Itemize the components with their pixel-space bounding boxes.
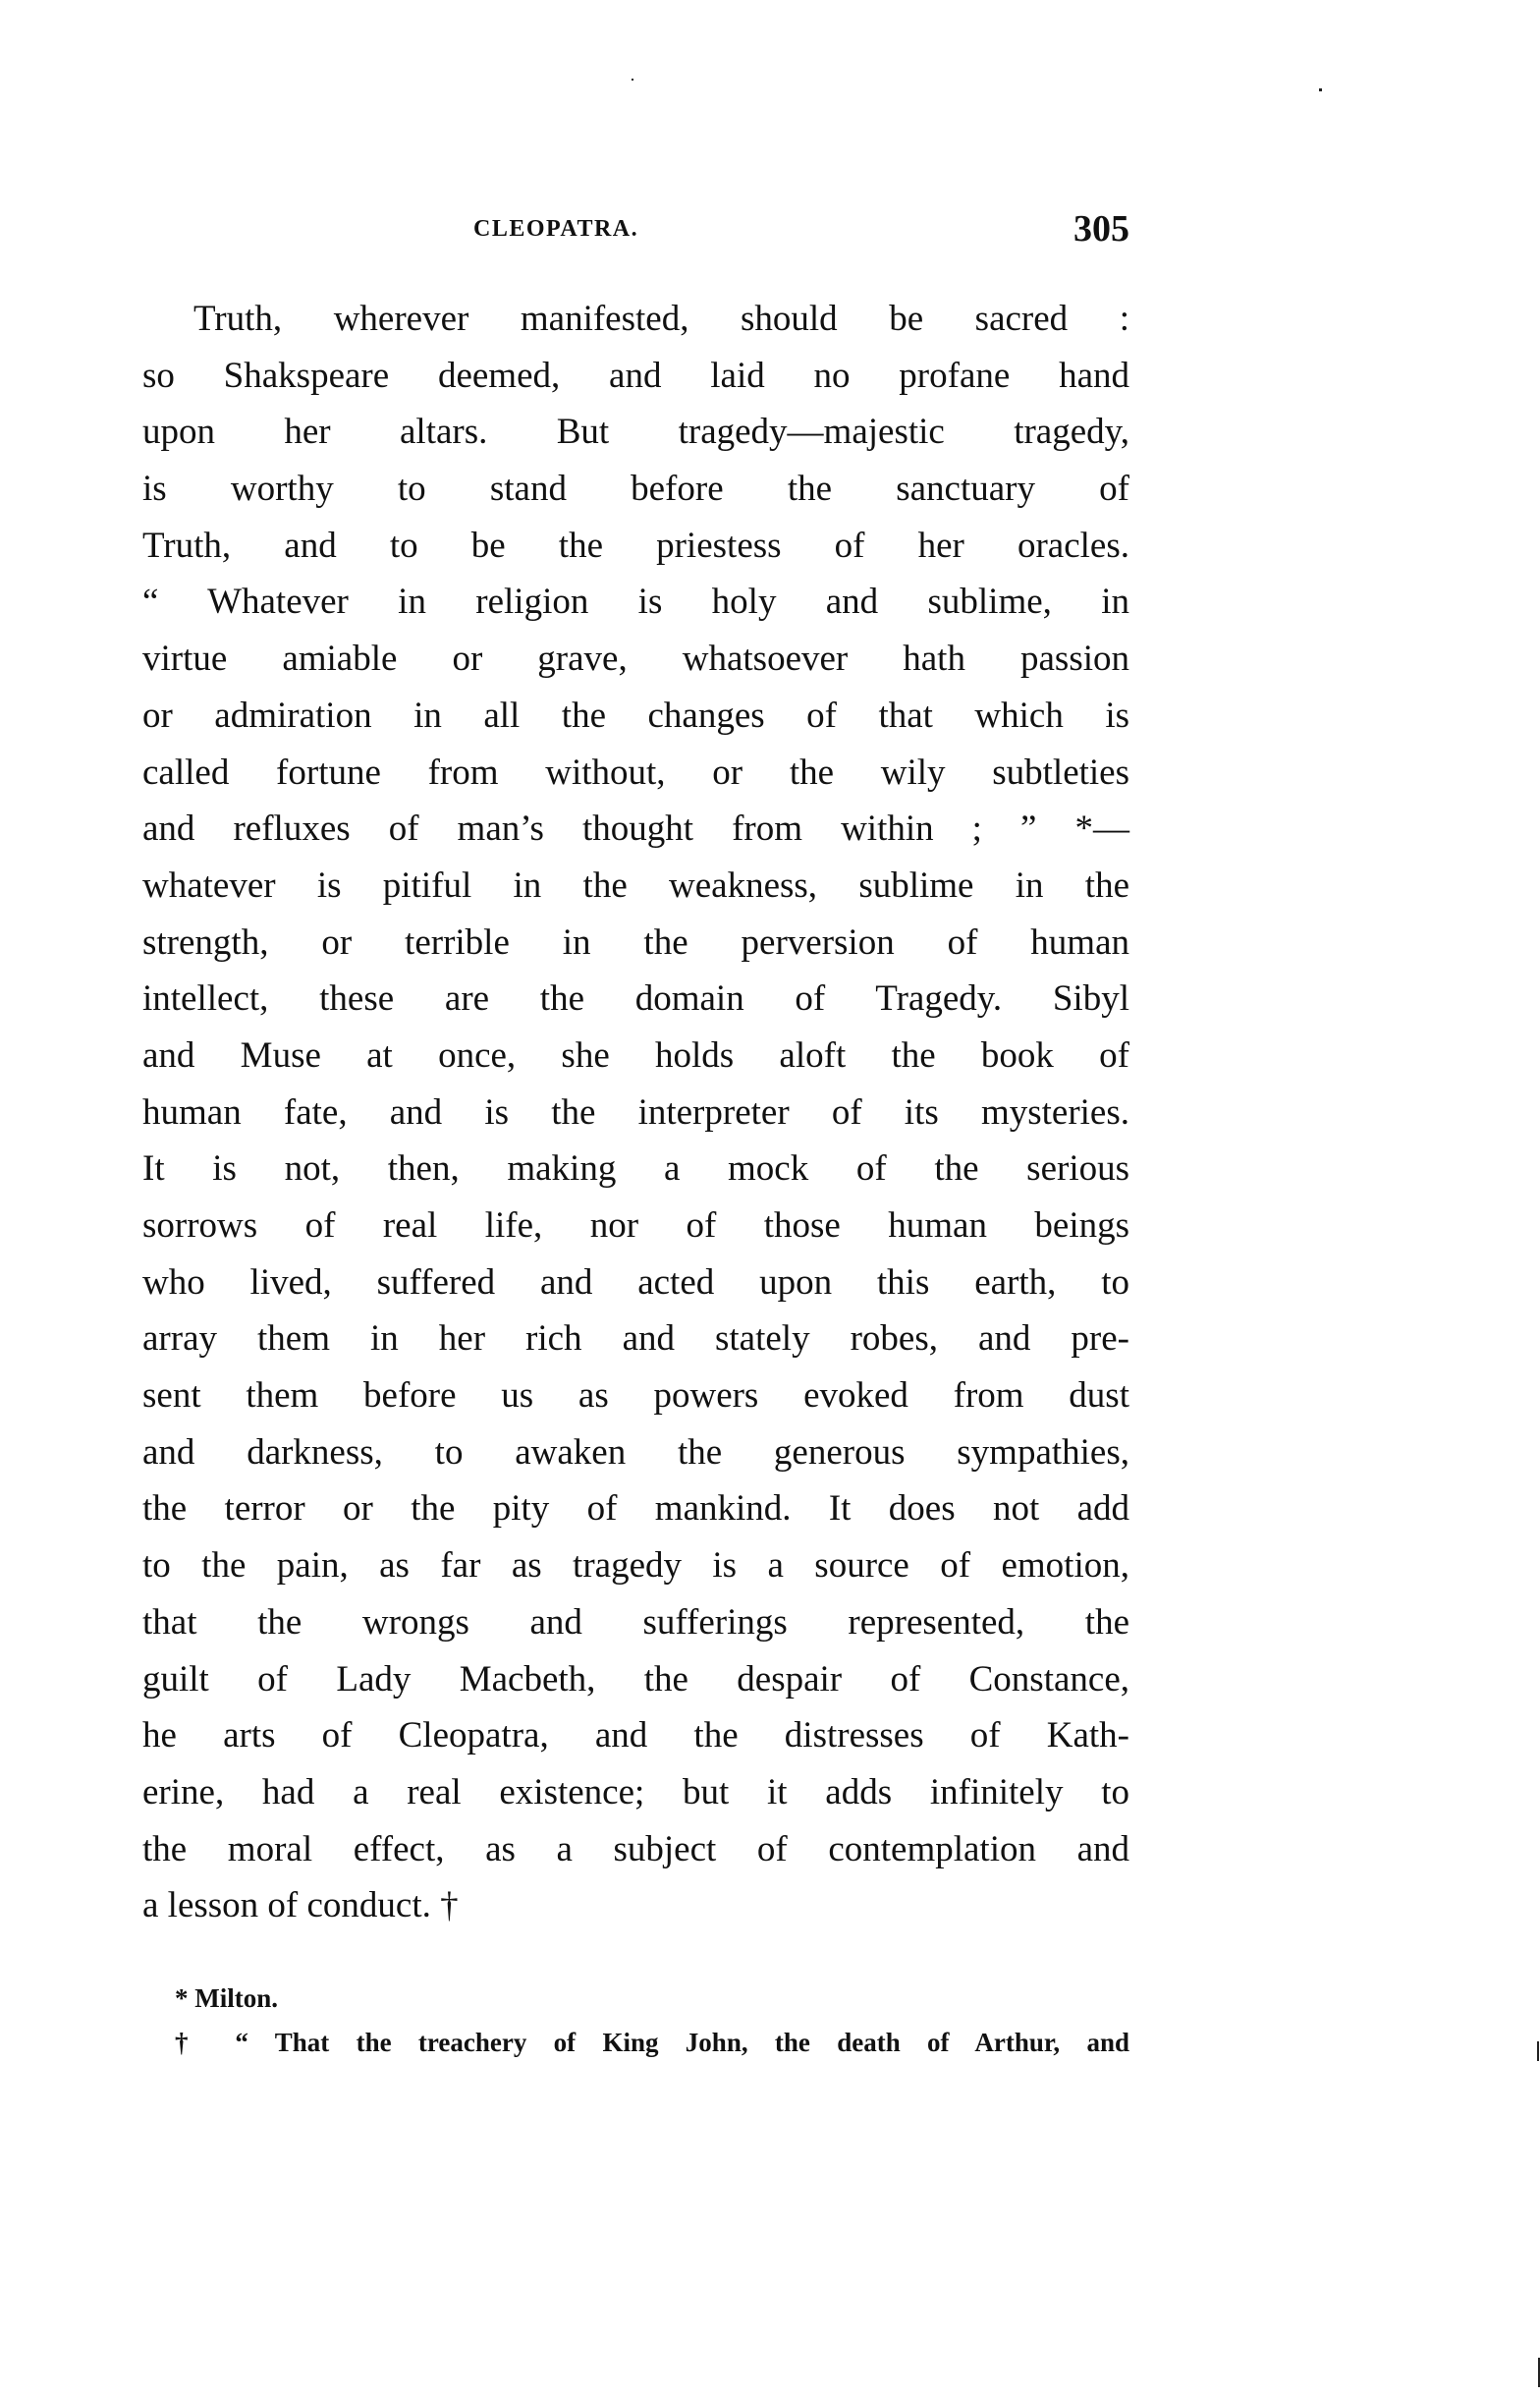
text-line: a lesson of conduct. † bbox=[142, 1885, 459, 1926]
text-line: “ Whatever in religion is holy and sublime, in bbox=[142, 582, 1129, 623]
text-line: sent them before us as powers evoked from dust bbox=[142, 1375, 1129, 1417]
scan-line-mark bbox=[1537, 2041, 1539, 2061]
running-head bbox=[142, 210, 1129, 250]
text-line: the moral effect, as a subject of contemplation and bbox=[142, 1828, 1129, 1869]
page-number: 305 bbox=[1073, 208, 1129, 250]
text-line: array them in her rich and stately robes, and pre- bbox=[142, 1318, 1129, 1360]
text-line: he arts of Cleopatra, and the distresses of Kath- bbox=[142, 1715, 1129, 1756]
text-line: intellect, these are the domain of Tragedy. Sibyl bbox=[142, 978, 1129, 1020]
footnote-king-john: † “ That the treachery of King John, the death of Arthur, and bbox=[175, 2028, 1129, 2057]
text-line: guilt of Lady Macbeth, the despair of Constance, bbox=[142, 1658, 1129, 1700]
text-line: is worthy to stand before the sanctuary of bbox=[142, 469, 1129, 510]
text-line: upon her altars. But tragedy—majestic tragedy, bbox=[142, 412, 1129, 453]
body-paragraph bbox=[142, 291, 1129, 1934]
text-line: strength, or terrible in the perversion of human bbox=[142, 921, 1129, 963]
text-line: and Muse at once, she holds aloft the book of bbox=[142, 1034, 1129, 1076]
footnotes bbox=[175, 1977, 1129, 2065]
text-line: It is not, then, making a mock of the serious bbox=[142, 1148, 1129, 1190]
scan-speck bbox=[632, 79, 633, 81]
text-line: the terror or the pity of mankind. It does not add bbox=[142, 1488, 1129, 1530]
text-line: to the pain, as far as tragedy is a source of emotion, bbox=[142, 1545, 1129, 1587]
text-line: human fate, and is the interpreter of its mysteries. bbox=[142, 1091, 1129, 1133]
text-line: whatever is pitiful in the weakness, sublime in the bbox=[142, 864, 1129, 906]
footnote-milton: * Milton. bbox=[175, 1983, 278, 2013]
text-line: Truth, and to be the priestess of her oracles. bbox=[142, 525, 1129, 566]
text-line: Truth, wherever manifested, should be sacred : bbox=[193, 299, 1129, 339]
text-line: and refluxes of man’s thought from within ; ” *— bbox=[142, 808, 1129, 850]
text-line: sorrows of real life, nor of those human beings bbox=[142, 1205, 1129, 1246]
text-line: or admiration in all the changes of that which is bbox=[142, 695, 1129, 736]
scan-speck bbox=[1319, 88, 1322, 91]
running-title: CLEOPATRA. bbox=[473, 216, 639, 242]
text-line: called fortune from without, or the wily subtleties bbox=[142, 752, 1129, 793]
text-line: virtue amiable or grave, whatsoever hath passion bbox=[142, 639, 1129, 680]
text-line: who lived, suffered and acted upon this earth, to bbox=[142, 1261, 1129, 1303]
text-line: so Shakspeare deemed, and laid no profane hand bbox=[142, 355, 1129, 396]
text-line: erine, had a real existence; but it adds infinitely to bbox=[142, 1771, 1129, 1812]
text-line: and darkness, to awaken the generous sympathies, bbox=[142, 1431, 1129, 1473]
text-line: that the wrongs and sufferings represented, the bbox=[142, 1601, 1129, 1643]
